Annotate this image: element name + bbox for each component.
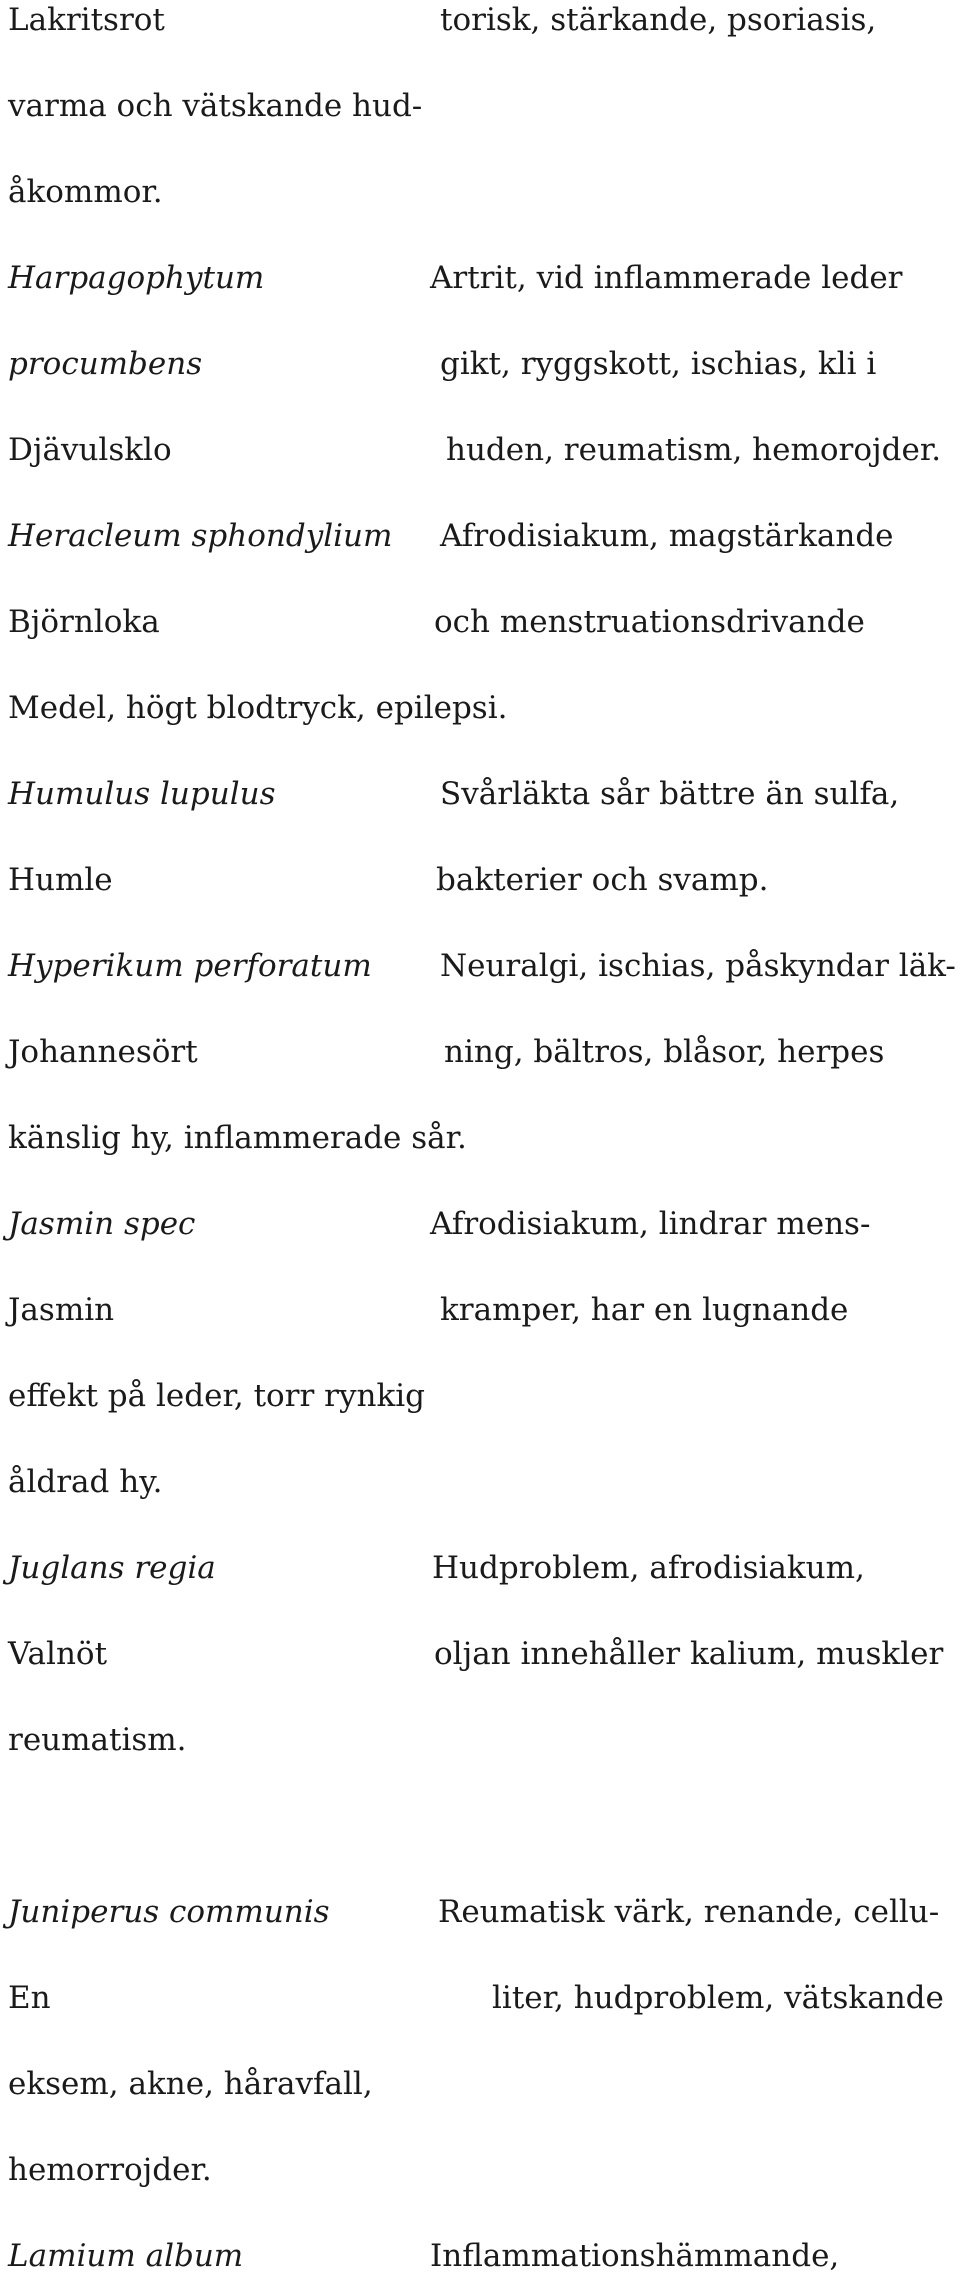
plant-latin-name-harpagophytum: Harpagophytum (8, 260, 265, 296)
plant-uses-text: Hudproblem, afrodisiakum, (432, 1550, 865, 1586)
plant-uses-text: Svårläkta sår bättre än sulfa, (440, 776, 900, 812)
plant-common-name-johannesort: Johannesört (8, 1034, 198, 1070)
continuation-text: åldrad hy. (8, 1464, 163, 1500)
plant-common-name-lakritsrot: Lakritsrot (8, 2, 165, 38)
plant-common-name-bjornloka: Björnloka (8, 604, 160, 640)
continuation-text: reumatism. (8, 1722, 187, 1758)
continuation-text: varma och vätskande hud- (8, 88, 423, 124)
plant-common-name-humle: Humle (8, 862, 113, 898)
plant-latin-name-lamium: Lamium album (8, 2238, 244, 2274)
continuation-text: åkommor. (8, 174, 163, 210)
plant-common-name-djavulsklo: Djävulsklo (8, 432, 172, 468)
plant-uses-text: bakterier och svamp. (436, 862, 769, 898)
continuation-text: effekt på leder, torr rynkig (8, 1378, 426, 1414)
plant-uses-text: huden, reumatism, hemorojder. (446, 432, 942, 468)
plant-uses-text: Neuralgi, ischias, påskyndar läk- (440, 948, 956, 984)
plant-uses-text: kramper, har en lugnande (440, 1292, 849, 1328)
plant-uses-text: och menstruationsdrivande (434, 604, 865, 640)
plant-uses-text: Reumatisk värk, renande, cellu- (438, 1894, 940, 1930)
continuation-text: Medel, högt blodtryck, epilepsi. (8, 690, 508, 726)
plant-uses-text: Inflammationshämmande, (430, 2238, 840, 2274)
plant-latin-name-juglans: Juglans regia (8, 1550, 216, 1586)
plant-uses-text: oljan innehåller kalium, muskler (434, 1636, 944, 1672)
plant-common-name-valnot: Valnöt (8, 1636, 108, 1672)
plant-latin-name-heracleum: Heracleum sphondylium (8, 518, 393, 554)
plant-latin-name-jasmin: Jasmin spec (8, 1206, 196, 1242)
plant-latin-name-humulus: Humulus lupulus (8, 776, 276, 812)
plant-common-name-en: En (8, 1980, 51, 2016)
plant-uses-text: Artrit, vid inflammerade leder (430, 260, 903, 296)
plant-uses-text: torisk, stärkande, psoriasis, (440, 2, 877, 38)
plant-latin-name-juniperus: Juniperus communis (8, 1894, 330, 1930)
plant-uses-text: liter, hudproblem, vätskande (492, 1980, 944, 2016)
plant-common-name-jasmin: Jasmin (8, 1292, 115, 1328)
plant-latin-name-hyperikum: Hyperikum perforatum (8, 948, 372, 984)
plant-uses-text: Afrodisiakum, magstärkande (440, 518, 894, 554)
continuation-text: eksem, akne, håravfall, (8, 2066, 373, 2102)
plant-uses-text: gikt, ryggskott, ischias, kli i (440, 346, 877, 382)
plant-latin-name-procumbens: procumbens (8, 346, 203, 382)
continuation-text: hemorrojder. (8, 2152, 212, 2188)
plant-uses-text: ning, bältros, blåsor, herpes (444, 1034, 885, 1070)
plant-uses-text: Afrodisiakum, lindrar mens- (430, 1206, 871, 1242)
continuation-text: känslig hy, inflammerade sår. (8, 1120, 467, 1156)
